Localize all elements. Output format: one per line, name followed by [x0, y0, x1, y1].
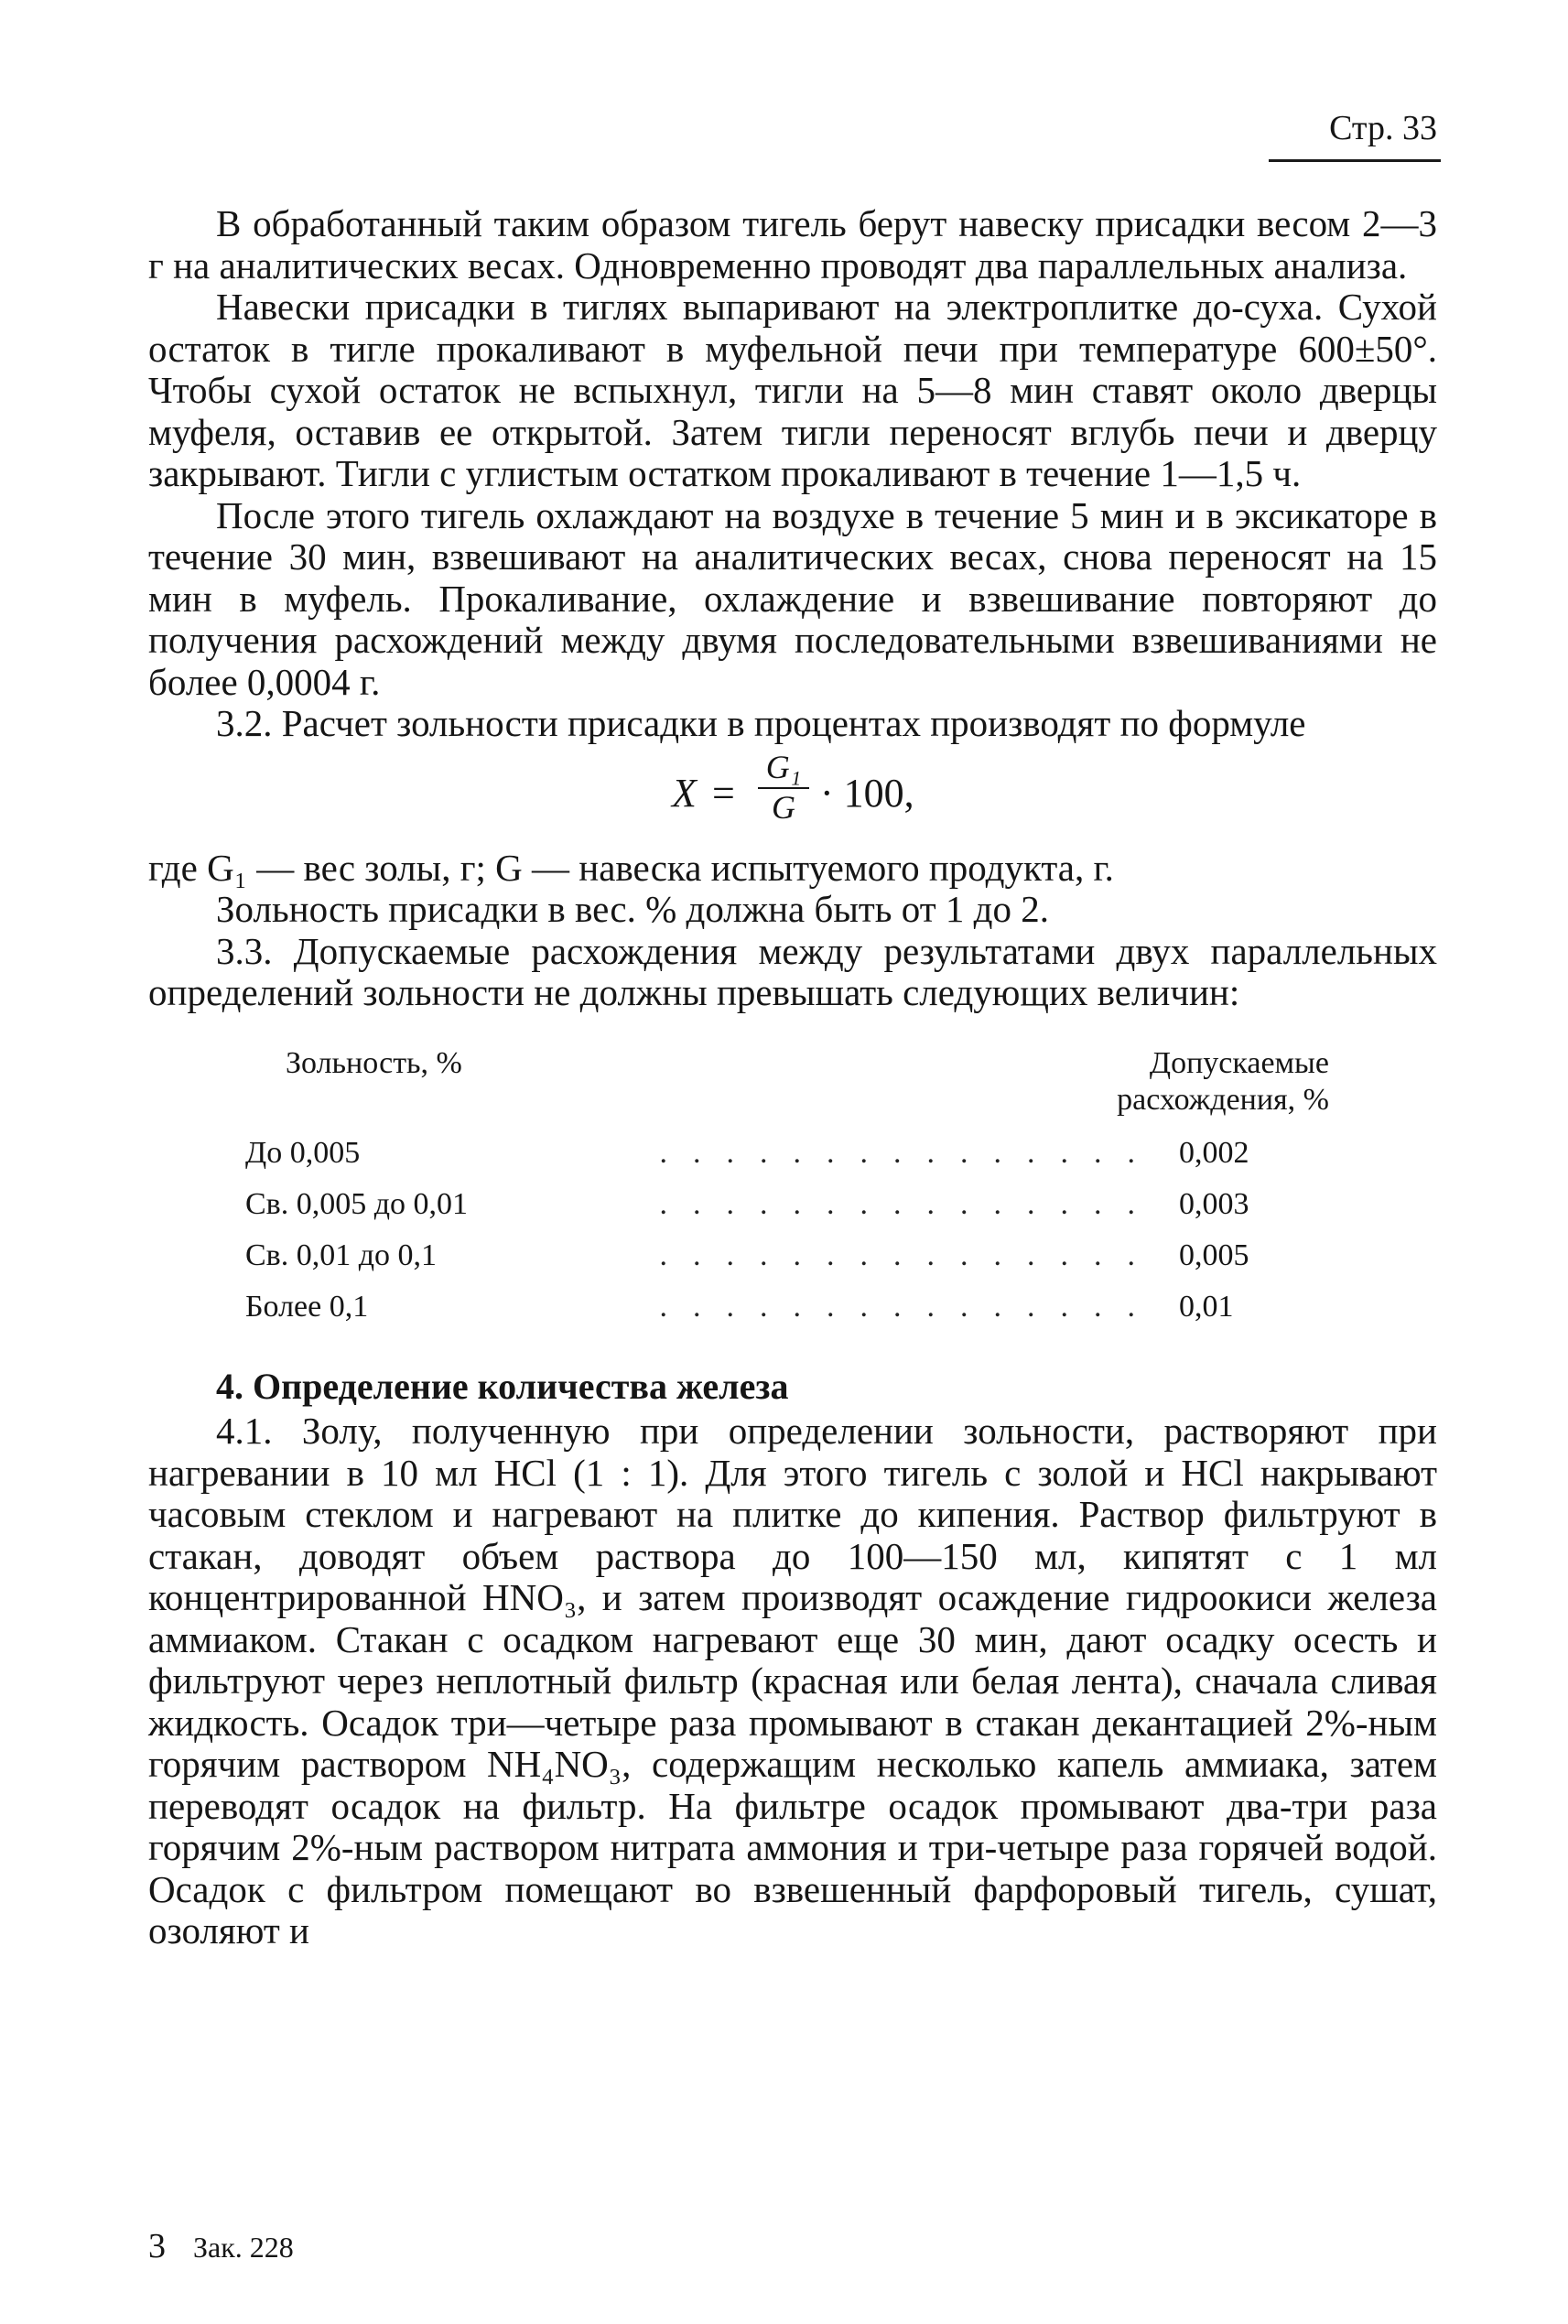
ash-requirement: Зольность присадки в вес. % должна быть от 1 до 2. [216, 888, 1049, 930]
formula-rhs: · 100, [820, 770, 914, 816]
paragraph-3-3: 3.3. Допускаемые расхождения между результатами двух параллельных определений зольности не должны превышать следующих величин: [148, 929, 1437, 1013]
section-heading-iron: 4. Определение количества железа [216, 1365, 789, 1407]
header-rule [1269, 159, 1441, 162]
table-row [245, 1238, 1316, 1274]
paragraph-1: В обработанный таким образом тигель берут навеску присадки весом 2—3 г на аналитических весах. Одновременно проводят два параллельных анализа. [148, 202, 1437, 286]
table-row-label: Более 0,1 [245, 1289, 375, 1325]
dot-leader: ............... [659, 1238, 1161, 1272]
table-row-value: 0,01 [1179, 1289, 1234, 1324]
table-header-tolerance-line2: расхождения, % [1117, 1082, 1329, 1117]
table-row-value: 0,003 [1179, 1186, 1249, 1221]
order-number: Зак. 228 [193, 2231, 294, 2264]
table-header-tolerance [1064, 1045, 1329, 1119]
table-row [245, 1135, 1316, 1172]
paragraph-3-2: 3.2. Расчет зольности присадки в процентах производят по формуле [216, 702, 1306, 744]
table-row-label: До 0,005 [245, 1135, 367, 1172]
signature-number: 3 [148, 2227, 166, 2265]
page-body [148, 203, 1437, 1952]
table-header-tolerance-line1: Допускаемые [1149, 1045, 1329, 1080]
formula-legend: где G₁ — вес золы, г; G — навеска испытуемого продукта, г. [148, 846, 1114, 889]
table-row-label: Св. 0,01 до 0,1 [245, 1238, 444, 1274]
formula-denominator: G [772, 788, 795, 826]
formula-equals: = [712, 770, 735, 816]
paragraph-4-1: 4.1. Золу, полученную при определении зольности, растворяют при нагревании в 10 мл HCl (1 : 1). Для этого тигель с золой и HCl накрывают часовым стеклом и нагревают на плитке до кипения. Раствор фильтруют в стакан, доводят объем раствора до 100—150 мл, кипятят с 1 мл концентрированной HNO₃, и затем производят осаждение гидроокиси железа аммиаком. Стакан с осадком нагревают еще 30 мин, дают осадку осесть и фильтруют через неплотный фильтр (красная или белая лента), сначала сливая жидкость. Осадок три—четыре раза промывают в стакан декантацией 2%-ным горячим раствором NH₄NO₃, содержащим несколько капель аммиака, затем переводят осадок на фильтр. На фильтре осадок промывают два-три раза горячим 2%-ным раствором нитрата аммония и три-четыре раза горячей водой. Осадок с фильтром помещают во взвешенный фарфоровый тигель, сушат, озоляют и [148, 1410, 1437, 1951]
table-row-label: Св. 0,005 до 0,01 [245, 1186, 475, 1223]
formula-fraction [758, 749, 809, 826]
table-row [245, 1289, 1316, 1325]
dot-leader: ............... [659, 1289, 1161, 1324]
ash-formula [148, 745, 1437, 848]
dot-leader: ............... [659, 1135, 1161, 1170]
tolerance-table [148, 1032, 1437, 1344]
signature-mark [148, 2228, 294, 2265]
page-number: Стр. 33 [1329, 109, 1437, 147]
formula-numerator: G₁ [758, 749, 809, 789]
table-row-value: 0,002 [1179, 1135, 1249, 1170]
formula-lhs: X [672, 770, 697, 816]
dot-leader: ............... [659, 1186, 1161, 1221]
table-row [245, 1186, 1316, 1223]
paragraph-3: После этого тигель охлаждают на воздухе в течение 5 мин и в эксикаторе в течение 30 мин, взвешивают на аналитических весах, снова переносят на 15 мин в муфель. Прокаливание, охлаждение и взвешивание повторяют до получения расхождений между двумя последовательными взвешиваниями не более 0,0004 г. [148, 493, 1437, 703]
table-row-value: 0,005 [1179, 1238, 1249, 1272]
table-header-ash: Зольность, % [286, 1045, 462, 1080]
paragraph-2: Навески присадки в тиглях выпаривают на электроплитке до-суха. Сухой остаток в тигле прокаливают в муфельной печи при температуре 600±50°. Чтобы сухой остаток не вспыхнул, тигли на 5—8 мин ставят около дверцы муфеля, оставив ее открытой. Затем тигли переносят вглубь печи и дверцу закрывают. Тигли с углистым остатком прокаливают в течение 1—1,5 ч. [148, 286, 1437, 494]
